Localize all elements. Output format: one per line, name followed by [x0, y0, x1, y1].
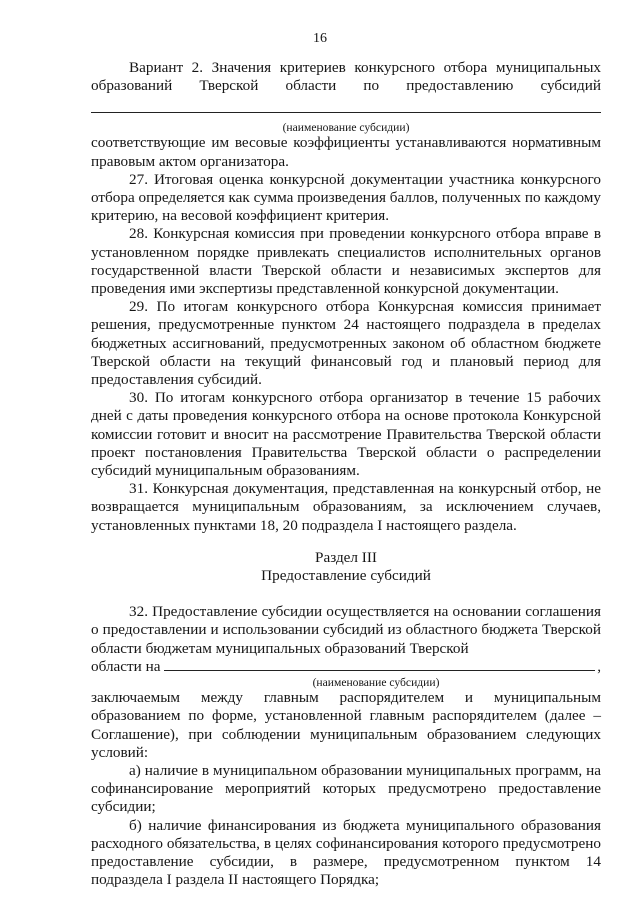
condition-a: а) наличие в муниципальном образовании муниципальных программ, на софинансирование мероприятий которых предусмотрено предоставление субсидии;: [91, 761, 601, 816]
paragraph-32-start: 32. Предоставление субсидии осуществляется на основании соглашения о предоставлении и использовании субсидий из областного бюджета Тверской области бюджетам муниципальных образований Тверской: [91, 603, 601, 657]
paragraph-32-end: заключаемым между главным распорядителем и муниципальным образованием по форме, установленной главным распорядителем (далее – Соглашение), при соблюдении муниципальным образованием следующих условий:: [91, 689, 601, 761]
condition-b: б) наличие финансирования из бюджета муниципального образования расходного обязательства, в целях софинансирования которого предусмотрено предоставление субсидии, в размере, предусмотренном пунктом 14 подраздела I раздела II настоящего Порядка;: [91, 816, 601, 889]
subsidy-name-caption: (наименование субсидии): [282, 121, 410, 135]
blank-line: [164, 669, 595, 671]
spacer: [91, 585, 601, 603]
paragraph-32-prefix: области на: [91, 657, 161, 675]
variant-heading-line1: Вариант 2. Значения критериев конкурсного отбора муниципальных: [129, 59, 601, 76]
blank-line: [91, 112, 601, 113]
variant-heading-line2: образований Тверской области по предоставлению субсидий: [91, 77, 601, 95]
paragraph-30: 30. По итогам конкурсного отбора организатор в течение 15 рабочих дней с даты проведения конкурсного отбора на основе протокола Конкурсной комиссии готовит и вносит на рассмотрение Правительства Тверской области проект постановления Правительства Тверской области о распределении субсидий муниципальным образованиям.: [91, 389, 601, 480]
spacer: [91, 535, 601, 549]
weights-paragraph: соответствующие им весовые коэффициенты устанавливаются нормативным правовым актом организатора.: [91, 134, 601, 170]
section-subtitle: Предоставление субсидий: [261, 567, 431, 585]
section-title: Раздел III: [315, 548, 377, 566]
page-number: 16: [313, 31, 327, 46]
paragraph-32-blank-row: [91, 658, 601, 676]
paragraph-32-suffix: ,: [597, 657, 601, 675]
document-body: [91, 59, 601, 889]
subsidy-name-caption-2: (наименование субсидии): [312, 676, 440, 690]
paragraph-27: 27. Итоговая оценка конкурсной документации участника конкурсного отбора определяется как сумма произведения баллов, полученных по каждому критерию, на весовой коэффициент критерия.: [91, 170, 601, 225]
paragraph-28: 28. Конкурсная комиссия при проведении конкурсного отбора вправе в установленном порядке привлекать специалистов исполнительных органов государственной власти Тверской области и независимых экспертов для проведения ими экспертизы представленной конкурсной документации.: [91, 225, 601, 298]
subsidy-name-blank: [91, 95, 601, 121]
paragraph-31: 31. Конкурсная документация, представленная на конкурсный отбор, не возвращается муниципальным образованиям, за исключением случаев, установленных пунктами 18, 20 подраздела I настоящего раздела.: [91, 480, 601, 534]
paragraph-29: 29. По итогам конкурсного отбора Конкурсная комиссия принимает решения, предусмотренные пунктом 24 настоящего подраздела в пределах бюджетных ассигнований, предусмотренных законом об областном бюджете Тверской области на текущий финансовый год и плановый период для предоставления субсидий.: [91, 298, 601, 389]
